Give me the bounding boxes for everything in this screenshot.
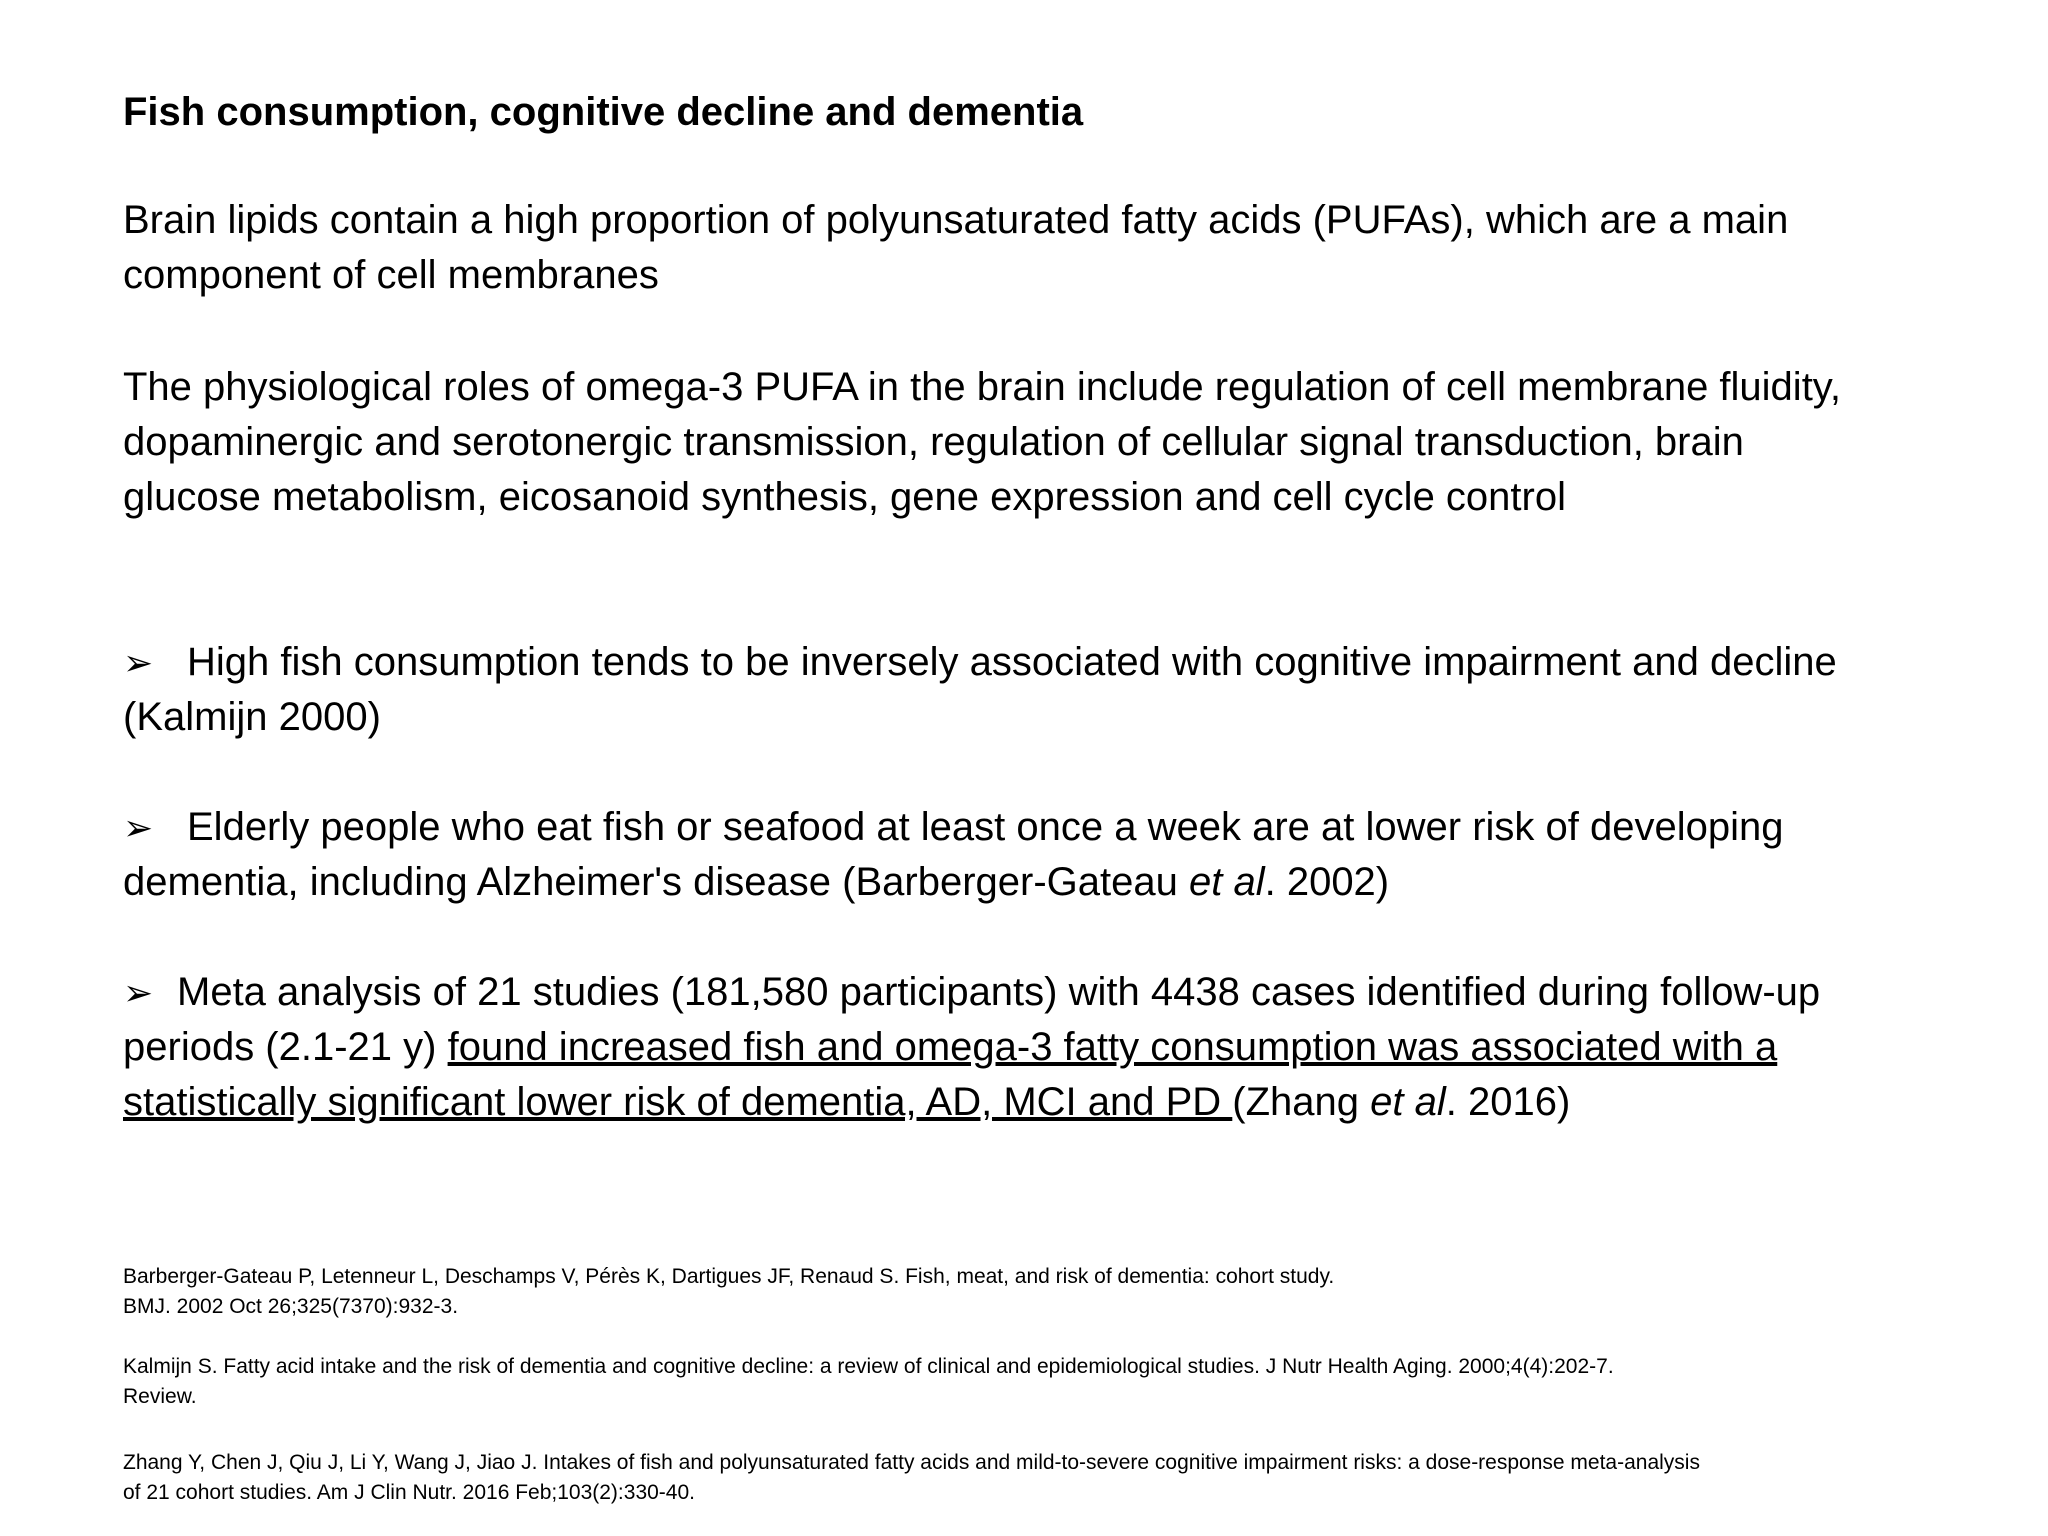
intro-paragraph-omega3-roles: The physiological roles of omega-3 PUFA in the brain include regulation of cell membrane fluidity, dopaminergic and serotonergic transmission, regulation of cellular signal transduction, brain glucose metabolism, eicosanoid synthesis, gene expression and cell cycle control — [123, 365, 1841, 519]
reference-line: Kalmijn S. Fatty acid intake and the risk of dementia and cognitive decline: a review of clinical and epidemiological studies. J Nutr Health Aging. 2000;4(4):202-7. — [123, 1355, 1614, 1378]
bullet-text: Elderly people who eat fish or seafood at least once a week are at lower risk of developing dementia, including Alzheimer's disease (Barberger-Gateau — [123, 805, 1784, 904]
arrow-bullet-icon: ➢ — [123, 807, 154, 848]
bullet-elderly-seafood-dementia — [123, 800, 1883, 910]
bullet-text: High fish consumption tends to be inversely associated with cognitive impairment and decline (Kalmijn 2000) — [123, 640, 1837, 739]
reference-line: Review. — [123, 1385, 197, 1408]
et-al-italic: et al — [1370, 1080, 1446, 1124]
intro-paragraph-pufa: Brain lipids contain a high proportion of polyunsaturated fatty acids (PUFAs), which are a main component of cell membranes — [123, 198, 1789, 297]
reference-kalmijn — [123, 1352, 1883, 1412]
bullet-text-citation: (Zhang — [1232, 1080, 1371, 1124]
et-al-italic: et al — [1188, 860, 1265, 904]
arrow-bullet-icon: ➢ — [123, 642, 154, 683]
reference-line: Barberger-Gateau P, Letenneur L, Deschamps V, Pérès K, Dartigues JF, Renaud S. Fish, meat, and risk of dementia: cohort study. — [123, 1265, 1335, 1288]
slide — [123, 0, 1883, 1536]
slide-title: Fish consumption, cognitive decline and dementia — [123, 90, 1084, 134]
underlined-finding: found increased fish and omega-3 fatty consumption was associated with a statistically significant lower risk of dementia, AD, MCI and PD — [123, 1025, 1778, 1124]
bullet-fish-cognitive-impairment — [123, 635, 1883, 745]
reference-line: Zhang Y, Chen J, Qiu J, Li Y, Wang J, Jiao J. Intakes of fish and polyunsaturated fatty acids and mild-to-severe cognitive impairment risks: a dose-response meta-analysis — [123, 1451, 1700, 1474]
reference-zhang — [123, 1448, 1883, 1508]
bullet-text: Meta analysis of 21 studies (181,580 participants) with 4438 cases identified during follow-up periods (2.1-21 y) — [123, 970, 1821, 1069]
reference-line: BMJ. 2002 Oct 26;325(7370):932-3. — [123, 1295, 459, 1318]
arrow-bullet-icon: ➢ — [123, 972, 154, 1013]
reference-barberger-gateau — [123, 1262, 1883, 1322]
bullet-meta-analysis — [123, 965, 1883, 1130]
bullet-text-end: . 2016) — [1445, 1080, 1571, 1124]
bullet-text-end: . 2002) — [1264, 860, 1390, 904]
reference-line: of 21 cohort studies. Am J Clin Nutr. 2016 Feb;103(2):330-40. — [123, 1481, 695, 1504]
